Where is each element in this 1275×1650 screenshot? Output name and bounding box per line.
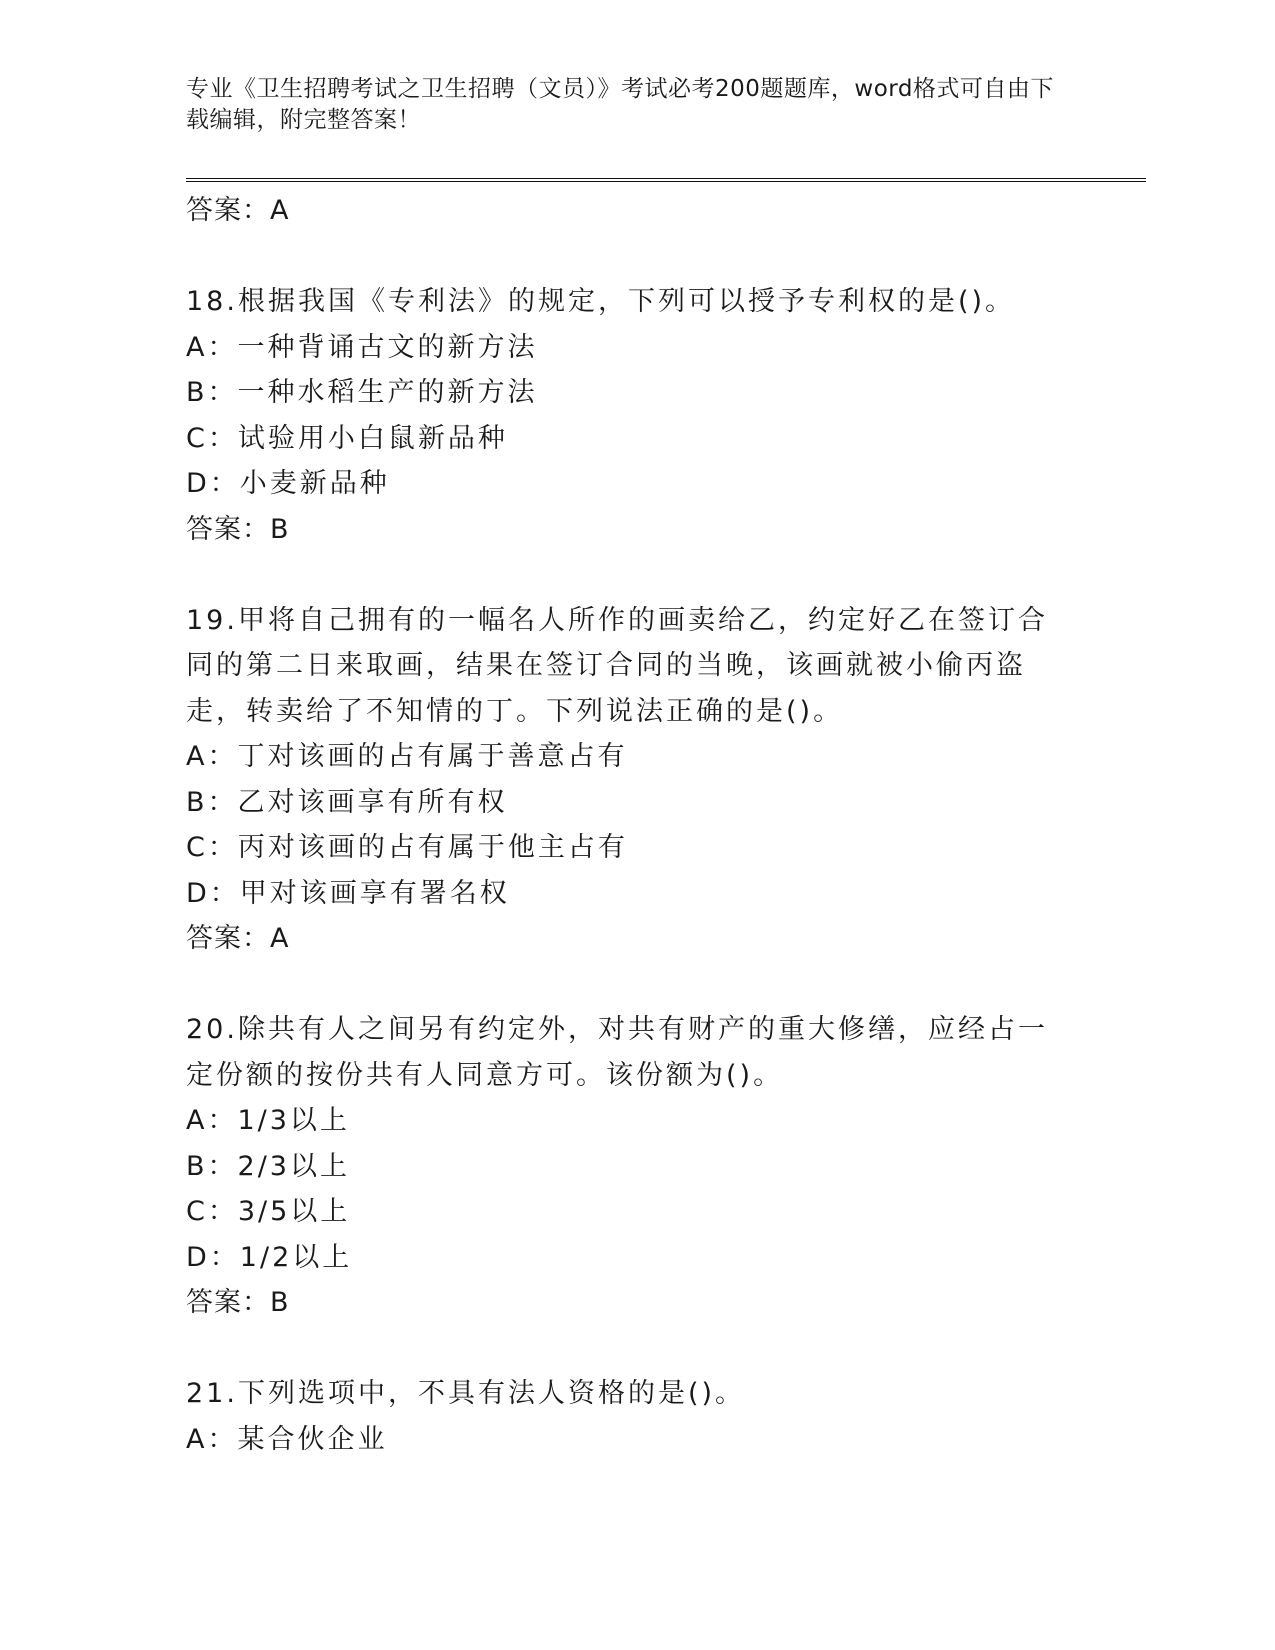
question-21 (186, 1371, 1076, 1462)
option-c: C：3/5以上 (186, 1196, 351, 1227)
answer-line: 答案：A (186, 195, 290, 226)
question-19 (186, 598, 1076, 962)
question-stem: 18.根据我国《专利法》的规定，下列可以授予专利权的是()。 (186, 286, 1016, 317)
option-c: C：试验用小白鼠新品种 (186, 422, 508, 454)
option-d: D：小麦新品种 (186, 468, 390, 499)
question-20 (186, 1007, 1076, 1326)
option-a: A：1/3以上 (186, 1105, 350, 1136)
option-a: A：一种背诵古文的新方法 (186, 331, 538, 363)
option-b: B：乙对该画享有所有权 (186, 786, 508, 818)
question-stem: 20.除共有人之间另有约定外，对共有财产的重大修缮，应经占一定份额的按份共有人同意方可。该份额为()。 (186, 1014, 1048, 1091)
question-18 (186, 279, 1076, 552)
page-header: 专业《卫生招聘考试之卫生招聘（文员）》考试必考200题题库，word格式可自由下载编辑，附完整答案！ (186, 76, 1054, 133)
header-divider (186, 178, 1146, 182)
answer-line: 答案：B (186, 1287, 290, 1318)
option-b: B：2/3以上 (186, 1150, 350, 1182)
answer-line: 答案：B (186, 513, 290, 545)
question-list (186, 188, 1076, 1462)
option-a: A：某合伙企业 (186, 1423, 388, 1455)
option-d: D：甲对该画享有署名权 (186, 877, 510, 909)
option-c: C：丙对该画的占有属于他主占有 (186, 832, 628, 863)
question-stem: 19.甲将自己拥有的一幅名人所作的画卖给乙，约定好乙在签订合同的第二日来取画，结果在签订合同的当晚，该画就被小偷丙盗走，转卖给了不知情的丁。下列说法正确的是()。 (186, 604, 1048, 727)
answer-line: 答案：A (186, 923, 290, 954)
option-a: A：丁对该画的占有属于善意占有 (186, 741, 628, 772)
option-d: D：1/2以上 (186, 1241, 353, 1273)
question-stem: 21.下列选项中，不具有法人资格的是()。 (186, 1378, 746, 1409)
option-b: B：一种水稻生产的新方法 (186, 377, 538, 408)
